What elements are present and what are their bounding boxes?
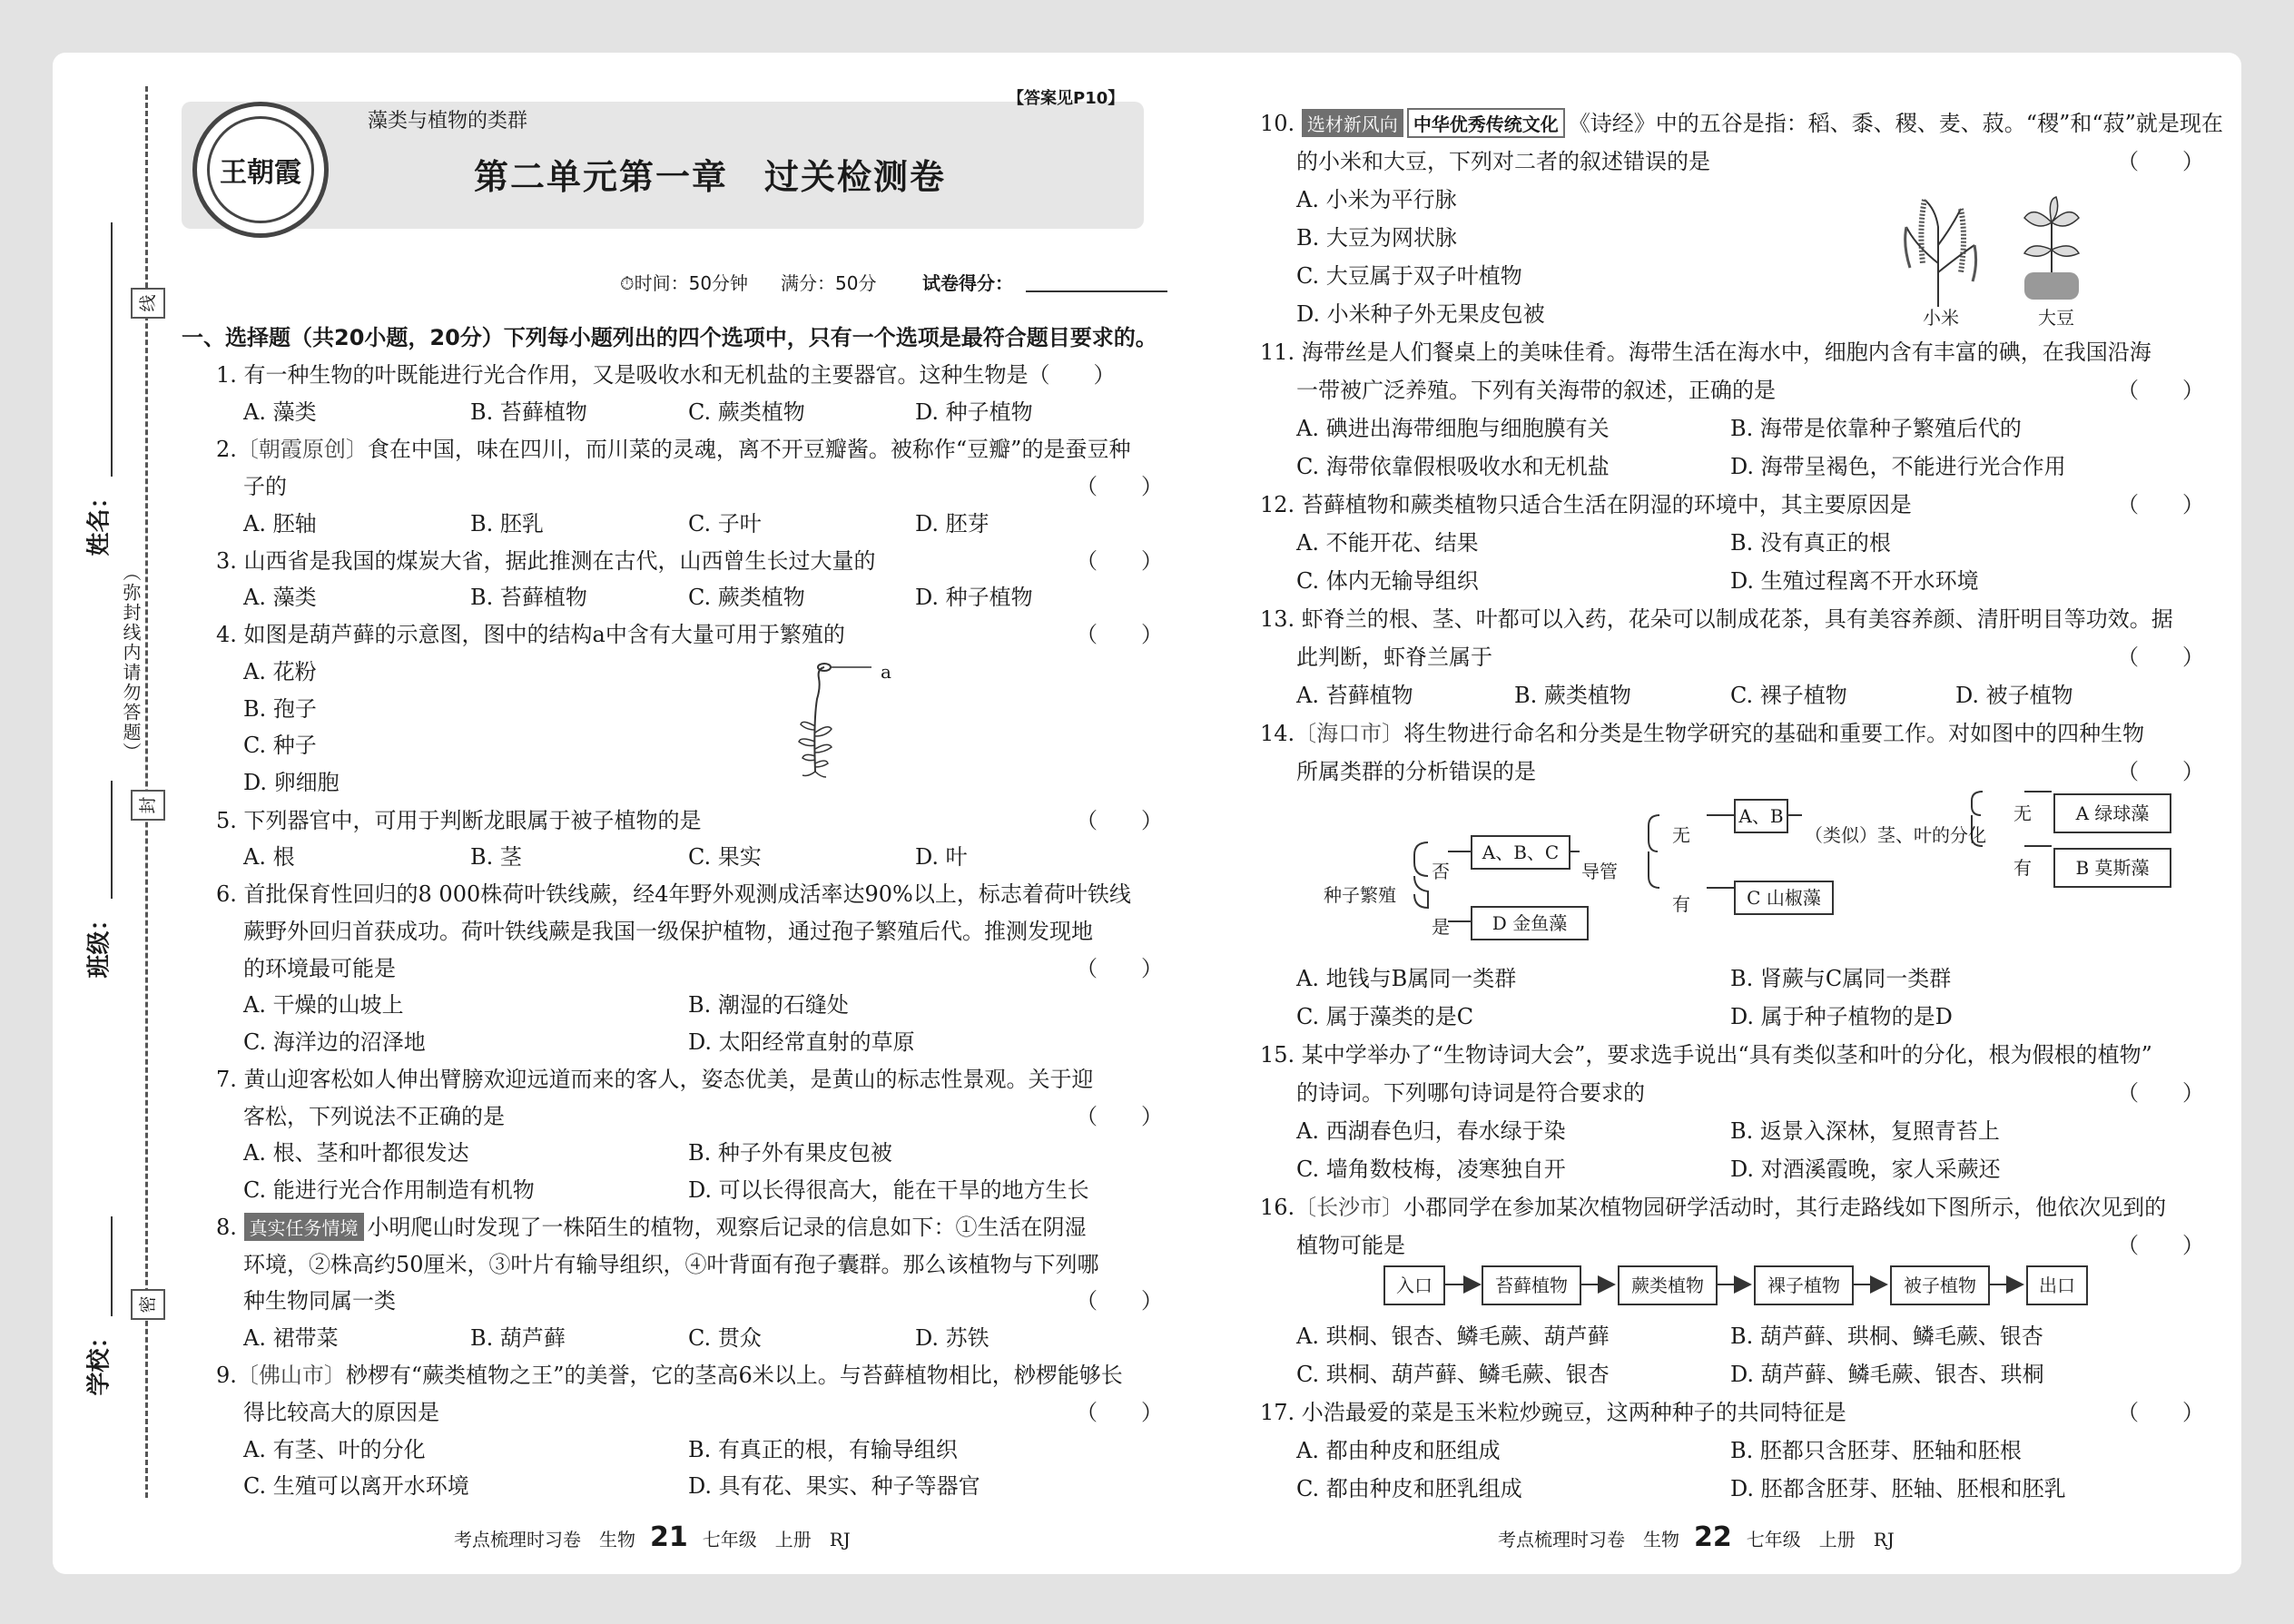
q17-option-d[interactable]: D. 胚都含胚芽、胚轴、胚根和胚乳: [1730, 1476, 2066, 1501]
q13-stem-line2: 此判断，虾脊兰属于: [1296, 645, 1492, 670]
q8-answer-blank[interactable]: （ ）: [1076, 1288, 1163, 1314]
q7-stem-line2: 客松，下列说法不正确的是: [243, 1104, 505, 1129]
q15-answer-blank[interactable]: （ ）: [2117, 1080, 2204, 1106]
q2-option-c[interactable]: C. 子叶: [688, 511, 762, 536]
q14-stem-line2: 所属类群的分析错误的是: [1296, 759, 1536, 784]
q11-stem-line1: 11. 海带丝是人们餐桌上的美味佳肴。海带生活在海水中，细胞内含有丰富的碘，在我国沿海: [1260, 340, 2151, 365]
q16-stem-line1: 16.〔长沙市〕小郡同学在参加某次植物园研学活动时，其行走路线如下图所示，他依次见到的: [1260, 1195, 2167, 1220]
q1-option-a[interactable]: A. 藻类: [243, 399, 317, 425]
page-title: 第二单元第一章 过关检测卷: [474, 157, 947, 197]
diagram-has2: 有: [2013, 857, 2032, 879]
q9-source: 〔佛山市〕: [236, 1363, 346, 1388]
q4-option-d[interactable]: D. 卵细胞: [243, 770, 340, 795]
q16-option-a[interactable]: A. 珙桐、银杏、鳞毛蕨、葫芦藓: [1296, 1324, 1610, 1349]
q13-option-b[interactable]: B. 蕨类植物: [1514, 683, 1631, 708]
seal-char-feng: 封: [131, 790, 165, 821]
route-exit: 出口: [2026, 1265, 2088, 1305]
q16-option-d[interactable]: D. 葫芦藓、鳞毛蕨、银杏、珙桐: [1730, 1362, 2044, 1387]
q13-answer-blank[interactable]: （ ）: [2117, 645, 2204, 670]
q14-option-a[interactable]: A. 地钱与B属同一类群: [1296, 966, 1517, 991]
q9-option-a[interactable]: A. 有茎、叶的分化: [243, 1437, 426, 1462]
q5-option-b[interactable]: B. 茎: [470, 844, 522, 870]
q2-answer-blank[interactable]: （ ）: [1076, 474, 1163, 499]
q8-option-a[interactable]: A. 裙带菜: [243, 1325, 339, 1351]
q9-answer-blank[interactable]: （ ）: [1076, 1400, 1163, 1425]
q16-option-b[interactable]: B. 葫芦藓、珙桐、鳞毛蕨、银杏: [1730, 1324, 2043, 1349]
q17-answer-blank[interactable]: （ ）: [2117, 1400, 2204, 1425]
q5-option-a[interactable]: A. 根: [243, 844, 295, 870]
q7-option-a[interactable]: A. 根、茎和叶都很发达: [243, 1140, 469, 1166]
q7-option-d[interactable]: D. 可以长得很高大，能在干旱的地方生长: [688, 1177, 1089, 1203]
q8-option-c[interactable]: C. 贯众: [688, 1325, 762, 1351]
q6-option-c[interactable]: C. 海洋边的沼泽地: [243, 1029, 426, 1055]
seal-char-mi: 密: [131, 1289, 165, 1320]
seal-note: （弥封线内请勿答题）: [120, 563, 142, 763]
q11-option-a[interactable]: A. 碘进出海带细胞与细胞膜有关: [1296, 416, 1610, 441]
route-moss: 苔藓植物: [1482, 1265, 1581, 1305]
q10-option-a[interactable]: A. 小米为平行脉: [1296, 187, 1457, 212]
q7-stem-line1: 7. 黄山迎客松如人伸出臂膀欢迎远道而来的客人，姿态优美，是黄山的标志性景观。关于迎: [216, 1067, 1094, 1092]
q11-option-c[interactable]: C. 海带依靠假根吸收水和无机盐: [1296, 454, 1610, 479]
name-field[interactable]: [111, 222, 113, 477]
q14-source: 〔海口市〕: [1295, 721, 1404, 746]
q17-option-b[interactable]: B. 胚都只含胚芽、胚轴和胚根: [1730, 1438, 2022, 1463]
q8-stem-line3: 种生物同属一类: [243, 1288, 396, 1314]
q10-option-c[interactable]: C. 大豆属于双子叶植物: [1296, 263, 1522, 289]
full-score: 满分：50分: [781, 272, 877, 294]
score-label: 试卷得分：: [922, 272, 1013, 294]
q10-answer-blank[interactable]: （ ）: [2117, 149, 2204, 174]
diagram-split: （类似）茎、叶的分化: [1805, 824, 1986, 846]
q15-stem-line1: 15. 某中学举办了“生物诗词大会”，要求选手说出“具有类似茎和叶的分化，根为假根的植物”: [1260, 1042, 2152, 1068]
diagram-vessel: 导管: [1581, 861, 1618, 882]
q14-option-b[interactable]: B. 肾蕨与C属同一类群: [1730, 966, 1952, 991]
section-heading: 一、选择题（共20小题，20分）下列每小题列出的四个选项中，只有一个选项是最符合题目要求的。: [182, 325, 1157, 350]
q7-answer-blank[interactable]: （ ）: [1076, 1104, 1163, 1129]
q1-stem: 1. 有一种生物的叶既能进行光合作用，又是吸收水和无机盐的主要器官。这种生物是（ ）: [216, 362, 1116, 388]
q16-stem-line2: 植物可能是: [1296, 1233, 1405, 1258]
school-field[interactable]: [111, 1216, 113, 1316]
q5-answer-blank[interactable]: （ ）: [1076, 808, 1163, 833]
q13-option-a[interactable]: A. 苔藓植物: [1296, 683, 1413, 708]
route-gymnosperm: 裸子植物: [1754, 1265, 1854, 1305]
q5-stem: 5. 下列器官中，可用于判断龙眼属于被子植物的是: [216, 808, 702, 833]
q3-option-d[interactable]: D. 种子植物: [915, 585, 1033, 610]
q11-option-d[interactable]: D. 海带呈褐色，不能进行光合作用: [1730, 454, 2066, 479]
q12-option-d[interactable]: D. 生殖过程离不开水环境: [1730, 568, 1979, 594]
q16-option-c[interactable]: C. 珙桐、葫芦藓、鳞毛蕨、银杏: [1296, 1362, 1610, 1387]
seal-char-xian: 线: [131, 288, 165, 319]
score-field[interactable]: [1026, 290, 1167, 292]
diagram-box-ab: A、B: [1734, 799, 1788, 833]
q2-option-d[interactable]: D. 胚芽: [915, 511, 989, 536]
q9-stem-line1: 9.〔佛山市〕桫椤有“蕨类植物之王”的美誉，它的茎高6米以上。与苔藓植物相比，桫椤能够长: [216, 1363, 1123, 1388]
q14-answer-blank[interactable]: （ ）: [2117, 759, 2204, 784]
q14-option-c[interactable]: C. 属于藻类的是C: [1296, 1004, 1474, 1029]
q11-answer-blank[interactable]: （ ）: [2117, 378, 2204, 403]
diagram-box-abc: A、B、C: [1471, 835, 1570, 870]
q17-option-a[interactable]: A. 都由种皮和胚组成: [1296, 1438, 1501, 1463]
q5-option-c[interactable]: C. 果实: [688, 844, 762, 870]
soybean-figure: [2011, 195, 2092, 304]
page-number-left: 21: [650, 1521, 688, 1553]
answer-reference: 【答案见P10】: [1008, 89, 1125, 108]
logo-text: 王朝霞: [207, 116, 314, 223]
diagram-no: 否: [1432, 861, 1450, 882]
q4-figure-label-a: a: [881, 661, 891, 683]
q12-option-c[interactable]: C. 体内无输导组织: [1296, 568, 1479, 594]
q6-option-a[interactable]: A. 干燥的山坡上: [243, 992, 404, 1018]
q4-stem: 4. 如图是葫芦藓的示意图，图中的结构a中含有大量可用于繁殖的: [216, 622, 845, 647]
q14-stem-line1: 14.〔海口市〕将生物进行命名和分类是生物学研究的基础和重要工作。对如图中的四种生物: [1260, 721, 2145, 746]
q12-answer-blank[interactable]: （ ）: [2117, 492, 2204, 517]
page-number-right: 22: [1694, 1521, 1732, 1553]
diagram-box-c: C 山椒藻: [1734, 881, 1834, 915]
q4-option-b[interactable]: B. 孢子: [243, 696, 317, 722]
diagram-root: 种子繁殖: [1324, 884, 1396, 906]
q10-tag-new: 选材新风向: [1302, 109, 1403, 137]
q4-option-c[interactable]: C. 种子: [243, 733, 317, 758]
diagram-box-d: D 金鱼藻: [1471, 906, 1589, 940]
diagram-has: 有: [1672, 893, 1690, 915]
q6-answer-blank[interactable]: （ ）: [1076, 956, 1163, 981]
q8-tag: 真实任务情境: [244, 1213, 364, 1241]
q3-stem: 3. 山西省是我国的煤炭大省，据此推测在古代，山西曾生长过大量的: [216, 548, 876, 574]
q10-option-d[interactable]: D. 小米种子外无果皮包被: [1296, 301, 1545, 327]
unit-subtitle: 藻类与植物的类群: [368, 110, 528, 133]
q2-source: 〔朝霞原创〕: [236, 437, 368, 462]
q15-option-c[interactable]: C. 墙角数枝梅，凌寒独自开: [1296, 1156, 1566, 1182]
q2-stem-line1: 2.〔朝霞原创〕食在中国，味在四川，而川菜的灵魂，离不开豆瓣酱。被称作“豆瓣”的是蚕豆种: [216, 437, 1131, 462]
q11-option-b[interactable]: B. 海带是依靠种子繁殖后代的: [1730, 416, 2022, 441]
q17-option-c[interactable]: C. 都由种皮和胚乳组成: [1296, 1476, 1522, 1501]
q7-option-b[interactable]: B. 种子外有果皮包被: [688, 1140, 892, 1166]
diagram-box-b: B 莫斯藻: [2053, 848, 2171, 888]
q9-stem-line2: 得比较高大的原因是: [243, 1400, 439, 1425]
clock-icon: ⏱: [620, 272, 635, 294]
q13-option-c[interactable]: C. 裸子植物: [1730, 683, 1847, 708]
q1-option-c[interactable]: C. 蕨类植物: [688, 399, 805, 425]
millet-label: 小米: [1923, 307, 1959, 329]
q8-stem-line1: 8. 真实任务情境 小明爬山时发现了一株陌生的植物，观察后记录的信息如下：①生活在阴湿: [216, 1215, 1087, 1240]
q12-option-a[interactable]: A. 不能开花、结果: [1296, 530, 1479, 556]
q1-option-b[interactable]: B. 苔藓植物: [470, 399, 587, 425]
school-label: 学校：: [85, 1324, 113, 1396]
diagram-none2: 无: [2013, 802, 2032, 824]
q2-option-a[interactable]: A. 胚轴: [243, 511, 317, 536]
q14-option-d[interactable]: D. 属于种子植物的是D: [1730, 1004, 1953, 1029]
q9-option-b[interactable]: B. 有真正的根，有输导组织: [688, 1437, 958, 1462]
q5-option-d[interactable]: D. 叶: [915, 844, 968, 870]
q12-option-b[interactable]: B. 没有真正的根: [1730, 530, 1891, 556]
diagram-yes: 是: [1432, 916, 1450, 938]
q8-stem-line2: 环境，②株高约50厘米，③叶片有输导组织，④叶背面有孢子囊群。那么该植物与下列哪: [243, 1252, 1099, 1277]
millet-figure: [1888, 191, 1988, 309]
q17-stem: 17. 小浩最爱的菜是玉米粒炒豌豆，这两种种子的共同特征是: [1260, 1400, 1846, 1425]
q3-option-a[interactable]: A. 藻类: [243, 585, 317, 610]
q8-option-d[interactable]: D. 苏铁: [915, 1325, 989, 1351]
q10-stem-line2: 的小米和大豆，下列对二者的叙述错误的是: [1296, 149, 1710, 174]
q15-option-d[interactable]: D. 对酒溪霞晚，家人采蕨还: [1730, 1156, 2001, 1182]
q12-stem: 12. 苔藓植物和蕨类植物只适合生活在阴湿的环境中，其主要原因是: [1260, 492, 1912, 517]
q3-option-c[interactable]: C. 蕨类植物: [688, 585, 805, 610]
q15-option-b[interactable]: B. 返景入深林，复照青苔上: [1730, 1118, 2000, 1144]
route-fern: 蕨类植物: [1618, 1265, 1718, 1305]
q4-option-a[interactable]: A. 花粉: [243, 659, 317, 684]
q6-option-b[interactable]: B. 潮湿的石缝处: [688, 992, 849, 1018]
time-info: ⏱时间：50分钟: [620, 272, 749, 294]
publisher-logo: [192, 102, 329, 238]
q9-option-d[interactable]: D. 具有花、果实、种子等器官: [688, 1473, 980, 1499]
diagram-none: 无: [1672, 824, 1690, 846]
q11-stem-line2: 一带被广泛养殖。下列有关海带的叙述，正确的是: [1296, 378, 1776, 403]
route-angiosperm: 被子植物: [1890, 1265, 1990, 1305]
diagram-box-a: A 绿球藻: [2053, 793, 2171, 833]
q10-stem-line1: 10. 选材新风向 中华优秀传统文化 《诗经》中的五谷是指：稻、黍、稷、麦、菽。“稷”和“菽”就是现在: [1260, 105, 2223, 138]
q3-option-b[interactable]: B. 苔藓植物: [470, 585, 587, 610]
class-field[interactable]: [111, 781, 113, 899]
name-label: 姓名：: [85, 485, 113, 556]
q15-stem-line2: 的诗词。下列哪句诗词是符合要求的: [1296, 1080, 1645, 1106]
q6-option-d[interactable]: D. 太阳经常直射的草原: [688, 1029, 915, 1055]
q16-source: 〔长沙市〕: [1295, 1195, 1404, 1220]
q13-option-d[interactable]: D. 被子植物: [1955, 683, 2073, 708]
q7-option-c[interactable]: C. 能进行光合作用制造有机物: [243, 1177, 535, 1203]
q6-stem-line2: 蕨野外回归首获成功。荷叶铁线蕨是我国一级保护植物，通过孢子繁殖后代。推测发现地: [243, 919, 1093, 944]
q2-option-b[interactable]: B. 胚乳: [470, 511, 544, 536]
q15-option-a[interactable]: A. 西湖春色归，春水绿于染: [1296, 1118, 1566, 1144]
q6-stem-line3: 的环境最可能是: [243, 956, 396, 981]
footer-left: 考点梳理时习卷 生物 21 七年级 上册 RJ: [454, 1521, 851, 1553]
footer-right: 考点梳理时习卷 生物 22 七年级 上册 RJ: [1498, 1521, 1895, 1553]
soybean-label: 大豆: [2038, 307, 2074, 329]
class-label: 班级：: [85, 907, 113, 979]
q8-option-b[interactable]: B. 葫芦藓: [470, 1325, 566, 1351]
q6-stem-line1: 6. 首批保育性回归的8 000株荷叶铁线蕨，经4年野外观测成活率达90%以上，标志着荷叶铁线: [216, 881, 1131, 907]
q4-answer-blank[interactable]: （ ）: [1076, 622, 1163, 647]
q16-answer-blank[interactable]: （ ）: [2117, 1233, 2204, 1258]
q9-option-c[interactable]: C. 生殖可以离开水环境: [243, 1473, 469, 1499]
q2-stem-line2: 子的: [243, 474, 287, 499]
q10-option-b[interactable]: B. 大豆为网状脉: [1296, 225, 1457, 251]
q10-tag-culture: 中华优秀传统文化: [1407, 108, 1565, 138]
q3-answer-blank[interactable]: （ ）: [1076, 548, 1163, 574]
route-entrance: 入口: [1383, 1265, 1445, 1305]
q1-option-d[interactable]: D. 种子植物: [915, 399, 1033, 425]
q13-stem-line1: 13. 虾脊兰的根、茎、叶都可以入药，花朵可以制成花茶，具有美容养颜、清肝明目等功效。据: [1260, 606, 2173, 632]
